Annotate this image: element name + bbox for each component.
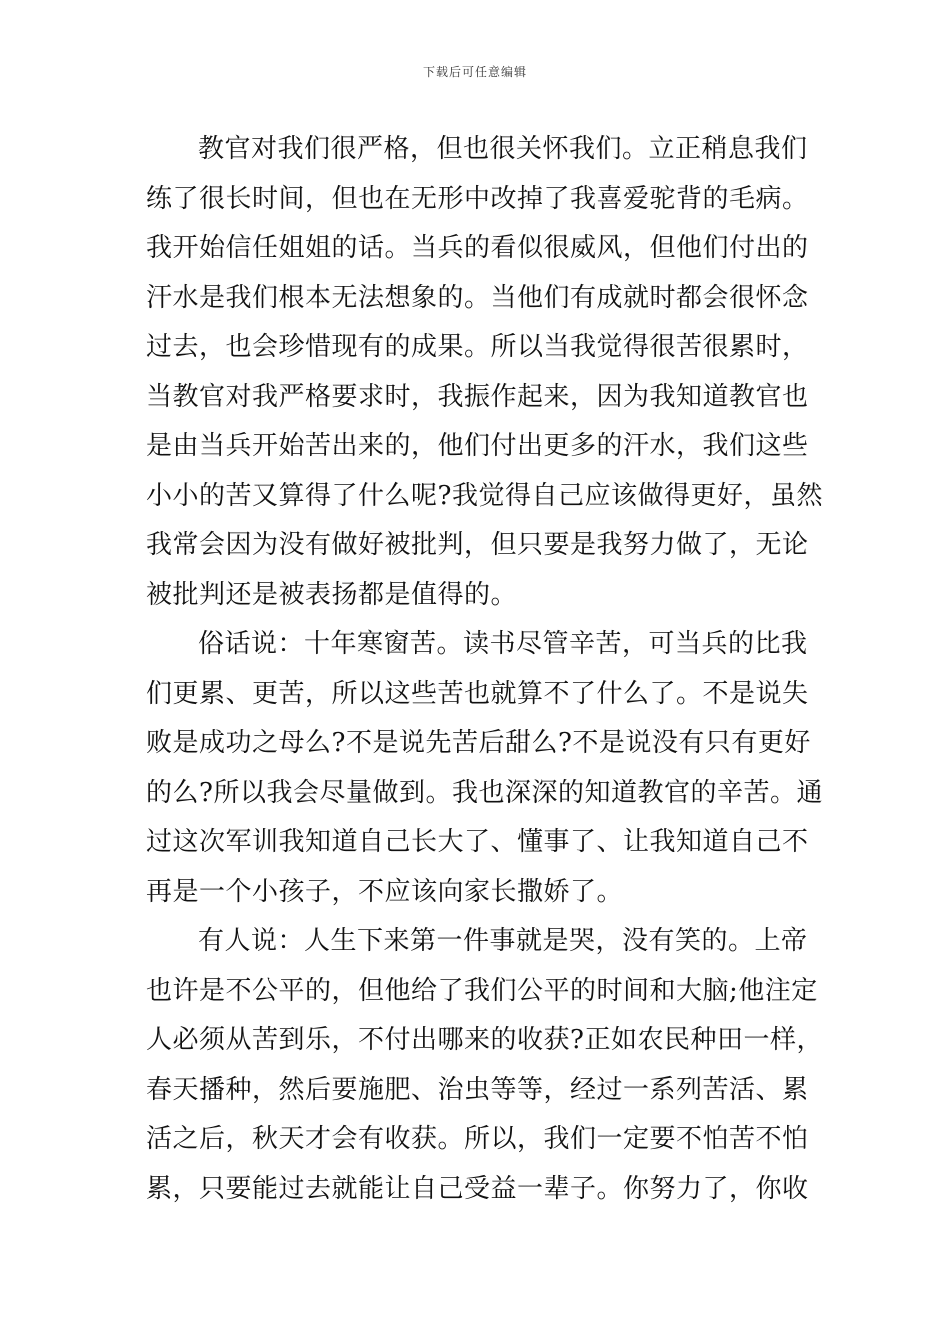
text-line: 俗话说：十年寒窗苦。读书尽管辛苦，可当兵的比我 bbox=[198, 629, 808, 659]
text-line: 春天播种，然后要施肥、治虫等等，经过一系列苦活、累 bbox=[146, 1074, 809, 1105]
text-line: 再是一个小孩子，不应该向家长撒娇了。 bbox=[146, 876, 624, 907]
text-line: 人必须从苦到乐，不付出哪来的收获?正如农民种田一样， bbox=[146, 1025, 823, 1055]
text-line: 我常会因为没有做好被批判，但只要是我努力做了，无论 bbox=[146, 530, 809, 560]
text-line: 有人说：人生下来第一件事就是哭，没有笑的。上帝 bbox=[198, 926, 808, 956]
text-line: 过去，也会珍惜现有的成果。所以当我觉得很苦很累时， bbox=[146, 332, 809, 362]
page-header: 下载后可任意编辑 bbox=[422, 65, 527, 79]
text-line: 被批判还是被表扬都是值得的。 bbox=[146, 579, 518, 610]
text-line: 累，只要能过去就能让自己受益一辈子。你努力了，你收 bbox=[146, 1173, 809, 1204]
text-line: 当教官对我严格要求时，我振作起来，因为我知道教官也 bbox=[146, 381, 809, 412]
text-line: 我开始信任姐姐的话。当兵的看似很威风，但他们付出的 bbox=[146, 233, 809, 263]
text-line: 的么?所以我会尽量做到。我也深深的知道教官的辛苦。通 bbox=[146, 777, 823, 808]
text-line: 们更累、更苦，所以这些苦也就算不了什么了。不是说失 bbox=[146, 678, 809, 709]
text-line: 教官对我们很严格，但也很关怀我们。立正稍息我们 bbox=[198, 134, 808, 164]
text-line: 败是成功之母么?不是说先苦后甜么?不是说没有只有更好 bbox=[146, 728, 811, 758]
text-line: 汗水是我们根本无法想象的。当他们有成就时都会很怀念 bbox=[146, 282, 809, 313]
text-line: 活之后，秋天才会有收获。所以，我们一定要不怕苦不怕 bbox=[146, 1124, 809, 1154]
text-line: 是由当兵开始苦出来的，他们付出更多的汗水，我们这些 bbox=[146, 431, 809, 461]
text-line: 小小的苦又算得了什么呢?我觉得自己应该做得更好，虽然 bbox=[146, 480, 823, 511]
text-line: 过这次军训我知道自己长大了、懂事了、让我知道自己不 bbox=[146, 827, 809, 857]
text-line: 也许是不公平的，但他给了我们公平的时间和大脑;他注定 bbox=[146, 975, 818, 1006]
text-line: 练了很长时间，但也在无形中改掉了我喜爱驼背的毛病。 bbox=[146, 183, 809, 214]
body-text bbox=[146, 125, 823, 1214]
